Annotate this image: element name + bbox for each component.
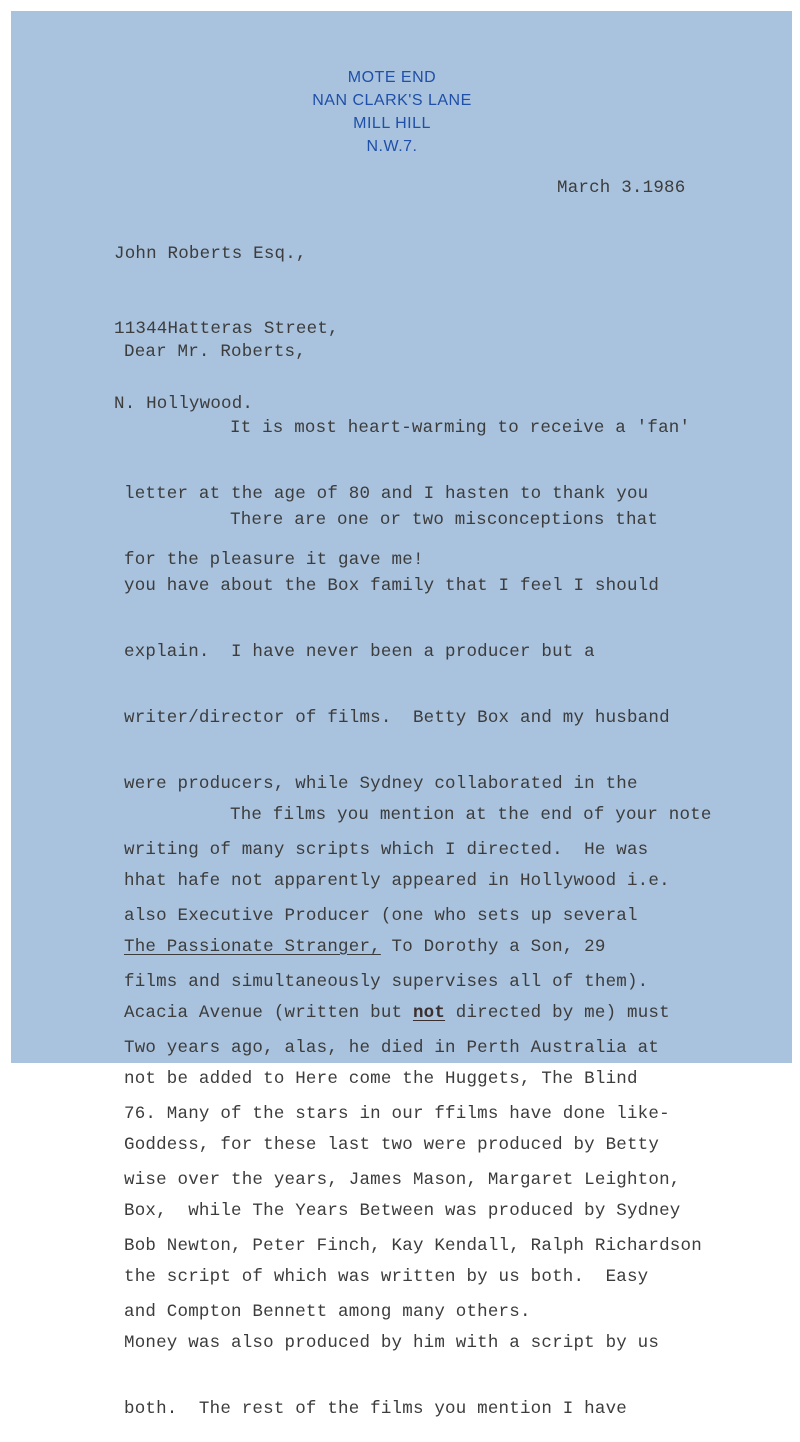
paragraph-line: and Compton Bennett among many others. [124,1302,531,1322]
paragraph-line: Two years ago, alas, he died in Perth Australia at [124,1038,660,1058]
letterhead-town: MILL HILL [353,115,431,132]
paragraph-text: directed by me) must [445,1003,670,1023]
letter-date: March 3.1986 [557,178,686,198]
paragraph-films [124,760,712,1442]
paragraph-line: writer/director of films. Betty Box and my husband [124,708,670,728]
paragraph-line: writing of many scripts which I directed. He was [124,840,649,860]
paragraph-line: Money was also produced by him with a script by us [124,1333,660,1353]
paragraph-line: It is most heart-warming to receive a 'fan' [230,418,691,438]
paragraph-line: the script of which was written by us both. Easy [124,1267,649,1287]
paragraph-line: There are one or two misconceptions that [230,510,659,530]
paragraph-line: letter at the age of 80 and I hasten to thank you [124,484,649,504]
paragraph-line [124,936,712,958]
paragraph-line: for the pleasure it gave me! [124,550,424,570]
paragraph-line: 76. Many of the stars in our ffilms have done like- [124,1104,670,1124]
paragraph-line: Goddess, for these last two were produced by Betty [124,1135,660,1155]
paragraph-line: The films you mention at the end of your note [230,805,712,825]
paragraph-text: Acacia Avenue (written but [124,1003,413,1023]
paragraph-line: wise over the years, James Mason, Margaret Leighton, [124,1170,681,1190]
underlined-film-title: The Passionate Stranger, [124,937,381,957]
paragraph-line: were producers, while Sydney collaborated in the [124,774,638,794]
paragraph-line: both. The rest of the films you mention I have [124,1399,627,1419]
letterhead-lane: NAN CLARK'S LANE [312,92,472,109]
salutation: Dear Mr. Roberts, [124,342,306,362]
paragraph-line: also Executive Producer (one who sets up several [124,906,638,926]
paragraph-line: films and simultaneously supervises all of them). [124,972,649,992]
recipient-name: John Roberts Esq., [114,244,307,264]
letterhead-postcode: N.W.7. [366,138,418,155]
paragraph-line: Box, while The Years Between was produced by Sydney [124,1201,681,1221]
emphasized-word: not [412,1003,446,1023]
paragraph-line: not be added to Here come the Huggets, The Blind [124,1069,638,1089]
paragraph-line [124,1002,712,1024]
recipient-street: 11344Hatteras Street, [114,319,339,339]
paragraph-line: hhat hafe not apparently appeared in Hollywood i.e. [124,871,670,891]
paragraph-line: Bob Newton, Peter Finch, Kay Kendall, Ralph Richardson [124,1236,702,1256]
letterhead [0,66,800,158]
paragraph-text: To Dorothy a Son, 29 [380,937,606,957]
paragraph-line: you have about the Box family that I feel I should [124,576,660,596]
paragraph-line: explain. I have never been a producer but a [124,642,595,662]
recipient-city: N. Hollywood. [114,394,254,414]
letterhead-house: MOTE END [347,69,437,86]
